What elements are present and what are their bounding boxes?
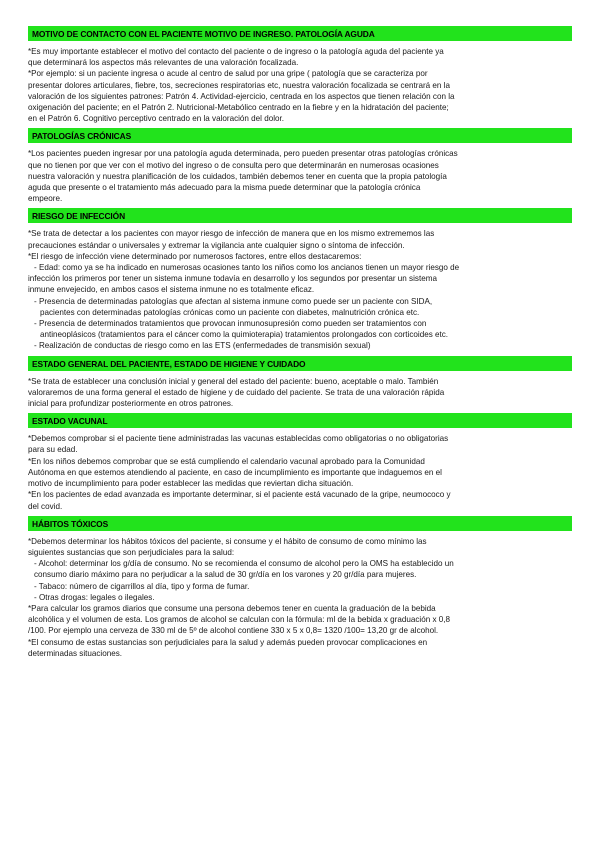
text-line: que determinará los aspectos más relevantes de una valoración focalizada.	[28, 58, 299, 68]
text-line: inmune envejecido, en ambos casos el sistema inmune no es totalmente eficaz.	[28, 285, 315, 295]
text-line: en el Patrón 6. Cognitivo perceptivo centrado en la valoración del dolor.	[28, 114, 285, 124]
section-patologias-cronicas	[28, 128, 572, 204]
text-line: *En los niños debemos comprobar que se está cumpliendo el calendario vacunal aprobado para la Comunidad	[28, 456, 425, 466]
text-line: *Es muy importante establecer el motivo del contacto del paciente o de ingreso o la patología aguda del paciente ya	[28, 47, 444, 56]
text-line: - Presencia de determinados tratamientos que provocan inmunosupresión como pueden ser tratamientos con	[34, 319, 427, 329]
text-line: *Por ejemplo: si un paciente ingresa o acude al centro de salud por una gripe ( patología que se caracteriza por	[28, 69, 428, 79]
text-line: *El consumo de estas sustancias son perjudiciales para la salud y además pueden provocar complicaciones en	[28, 637, 428, 647]
text-line: - Presencia de determinadas patologías que afectan al sistema inmune como puede ser un paciente con SIDA,	[34, 296, 433, 306]
text-line: *Debemos comprobar si el paciente tiene administradas las vacunas establecidas como obligatorias o no obligatorias	[28, 434, 449, 444]
text-line: presentar dolores articulares, fiebre, tos, secreciones respiratorias etc, nuestra valoración focalizada se centrará en la	[28, 80, 450, 90]
text-line: consumo diario máximo para no perjudicar a la salud de 30 gr/día en los varones y 20 gr/día para mujeres.	[34, 570, 417, 580]
text-line: Autónoma en que estemos atendiendo al paciente, en caso de incumplimiento es importante que indaguemos en el	[28, 467, 442, 477]
text-line: valoraremos de una forma general el estado de higiene y de cuidado del paciente. Se trata de una valoración rápida	[28, 387, 445, 397]
text-line: para su edad.	[28, 445, 78, 455]
section-riesgo-infeccion	[28, 208, 572, 351]
text-line: determinadas situaciones.	[28, 648, 123, 658]
text-line: *Debemos determinar los hábitos tóxicos del paciente, si consume y el hábito de consumo de como mínimo las	[28, 536, 427, 546]
text-line: oxigenación del paciente; en el Patrón 2. Nutricional-Metabólico centrado en la fiebre y en la hidratación del paciente;	[28, 103, 449, 113]
text-line: - Otras drogas: legales o ilegales.	[34, 592, 155, 602]
text-line: nuestra valoración y nuestra planificación de los cuidados, también debemos tener en cuenta que la propia patología	[28, 171, 447, 181]
text-line: infección los primeros por tener un sistema inmune todavía en desarrollo y los segundos por presentar un sistema	[28, 274, 437, 284]
section-title: MOTIVO DE CONTACTO CON EL PACIENTE MOTIVO DE INGRESO. PATOLOGÍA AGUDA	[28, 26, 572, 41]
text-line: - Edad: como ya se ha indicado en numerosas ocasiones tanto los niños como los ancianos tienen un mayor riesgo de	[34, 263, 460, 273]
text-line: pacientes con determinadas patologías crónicas como un paciente con diabetes, malnutrición crónica etc.	[40, 307, 420, 317]
text-line: empeore.	[28, 194, 63, 204]
text-line: alcohólica y el volumen de esta. Los gramos de alcohol se calculan con la fórmula: ml de la bebida x graduación x 0,8	[28, 615, 451, 625]
text-line: /100. Por ejemplo una cerveza de 330 ml de 5º de alcohol contiene 330 x 5 x 0,8= 1320 /100= 13,20 gr de alcohol.	[28, 626, 439, 636]
section-title: HÁBITOS TÓXICOS	[28, 516, 572, 531]
text-line: precauciones estándar o universales y extremar la vigilancia ante cualquier signo o síntoma de infección.	[28, 240, 405, 250]
section-title: ESTADO VACUNAL	[28, 413, 572, 428]
section-title: RIESGO DE INFECCIÓN	[28, 208, 572, 223]
section-motivo-contacto	[28, 26, 572, 124]
text-line: - Tabaco: número de cigarrillos al día, tipo y forma de fumar.	[34, 581, 250, 591]
section-estado-general	[28, 356, 572, 410]
text-line: antineoplásicos (tratamientos para el cáncer como la quimioterapia) tratamientos prolongados con corticoides etc.	[40, 330, 449, 340]
text-line: *Para calcular los gramos diarios que consume una persona debemos tener en cuenta la graduación de la bebida	[28, 603, 436, 613]
text-line: aguda que presente o el tratamiento más adecuado para la misma puede determinar que la patología crónica	[28, 183, 421, 193]
section-habitos-toxicos	[28, 516, 572, 659]
text-line: siguientes sustancias que son perjudiciales para la salud:	[28, 547, 235, 557]
section-title: PATOLOGÍAS CRÓNICAS	[28, 128, 572, 143]
text-line: *Los pacientes pueden ingresar por una patología aguda determinada, pero pueden presentar otras patologías crónicas	[28, 149, 458, 159]
text-line: *En los pacientes de edad avanzada es importante determinar, si el paciente está vacunado de la gripe, neumococo y	[28, 490, 451, 500]
section-estado-vacunal	[28, 413, 572, 511]
section-title: ESTADO GENERAL DEL PACIENTE, ESTADO DE HIGIENE Y CUIDADO	[28, 356, 572, 371]
text-line: *El riesgo de infección viene determinado por numerosos factores, entre ellos destacaremos:	[28, 251, 362, 261]
text-line: *Se trata de establecer una conclusión inicial y general del estado del paciente: bueno, aceptable o malo. También	[28, 376, 439, 386]
text-line: que no tienen por que ver con el motivo del ingreso o de consulta pero que determinarán en numerosas ocasiones	[28, 160, 439, 170]
text-line: *Se trata de detectar a los pacientes con mayor riesgo de infección de manera que en los mismo extrememos las	[28, 229, 435, 239]
text-line: del covid.	[28, 501, 63, 511]
text-line: - Realización de conductas de riesgo como en las ETS (enfermedades de transmisión sexual)	[34, 341, 371, 351]
text-line: - Alcohol: determinar los g/día de consumo. No se recomienda el consumo de alcohol pero la OMS ha establecido un	[34, 559, 454, 569]
text-line: inicial para profundizar posteriormente en otros patrones.	[28, 399, 234, 409]
text-line: motivo de incumplimiento para poder establecer las medidas que reviertan dicha situación.	[28, 479, 354, 489]
document-page	[28, 26, 572, 663]
text-line: valoración de los siguientes patrones: Patrón 4. Actividad-ejercicio, centrada en los aspectos que tienen relación con la	[28, 91, 455, 101]
